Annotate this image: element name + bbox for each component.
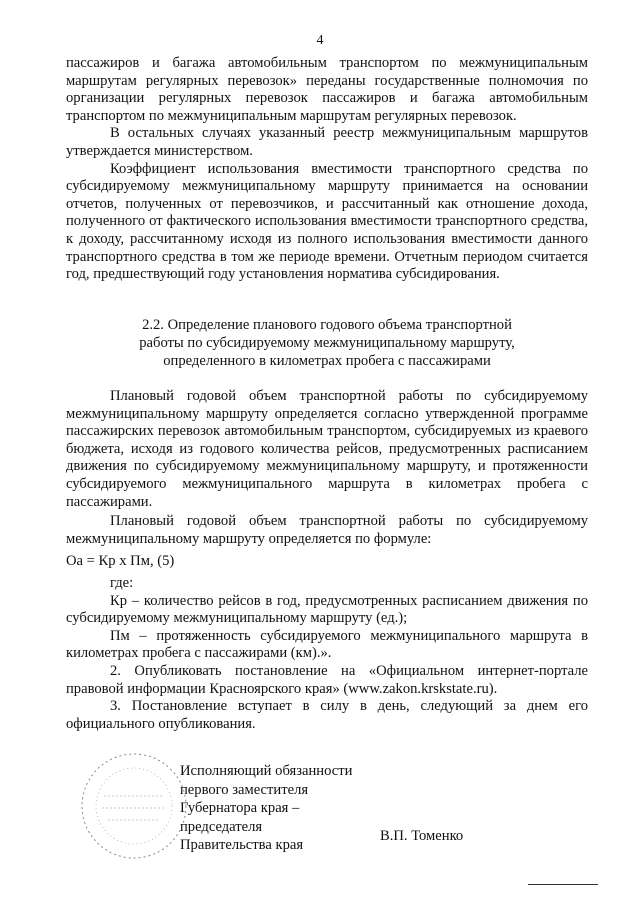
formula: Оа = Кр х Пм, (5) <box>66 553 175 570</box>
signature-title-line: Исполняющий обязанности <box>180 763 353 779</box>
definition-pm: Пм – протяженность субсидируемого межмуниципального маршрута в километрах пробега с пассажирами (км).». <box>66 627 588 662</box>
signature-title-line: Губернатора края – <box>180 800 300 817</box>
paragraph-registry: В остальных случаях указанный реестр межмуниципальным маршрутов утверждается министерством. <box>66 125 588 159</box>
item-effective: 3. Постановление вступает в силу в день, следующий за днем его официального опубликования. <box>66 698 588 732</box>
definition-kr: Кр – количество рейсов в год, предусмотренных расписанием движения по субсидируемому межмуниципальному маршруту (ед.); <box>66 592 588 627</box>
signature-title-line: первого заместителя <box>180 781 309 798</box>
item-publish: 2. Опубликовать постановление на «Официальном интернет-портале правовой информации Красноярского края» (www.zakon.krskstate.ru). <box>66 662 588 697</box>
where-label: где: <box>110 574 134 591</box>
section-heading-line: работы по субсидируемому межмуниципальному маршруту, <box>139 335 515 351</box>
section-heading-line: 2.2. Определение планового годового объема транспортной <box>142 317 512 333</box>
paragraph-formula-intro: Плановый годовой объем транспортной работы по субсидируемому межмуниципальному маршруту определяется по формуле: <box>66 513 588 547</box>
section-heading <box>66 316 588 370</box>
paragraph-plan-volume: Плановый годовой объем транспортной работы по субсидируемому межмуниципальному маршруту определяется согласно утвержденной программе пассажирских перевозок автомобильным транспортом, субсидируемых из краевого бюджета, исходя из годового количества рейсов, предусмотренных расписанием движения по субсидируемому межмуниципальному маршруту, и протяженности субсидируемого межмуниципального маршрута в километрах пробега с пассажирами. <box>66 388 588 510</box>
paragraph-continuation: пассажиров и багажа автомобильным транспортом по межмуниципальным маршрутам регулярных перевозок» переданы государственные полномочия по организации регулярных перевозок пассажиров и багажа автомобильным транспортом по межмуниципальным маршрутам регулярных перевозок. <box>66 55 588 124</box>
signature-title-line: председателя <box>180 818 263 835</box>
top-text-block <box>66 55 588 284</box>
signature-title-block <box>180 762 352 855</box>
page-number: 4 <box>316 33 324 48</box>
section-text-block <box>66 388 588 733</box>
section-heading-line: определенного в километрах пробега с пассажирами <box>163 353 491 369</box>
signature-title-line: Правительства края <box>180 837 304 854</box>
footer-rule <box>528 884 598 885</box>
signatory-name: В.П. Томенко <box>380 828 464 844</box>
official-stamp-seal <box>74 746 194 866</box>
paragraph-coefficient: Коэффициент использования вместимости транспортного средства по субсидируемому межмуниципальному маршруту принимается на основании отчетов, полученных от перевозчиков, и рассчитанный как отношение дохода, полученного от фактического использования вместимости транспортного средства, к доходу, рассчитанному исходя из полного использования вместимости данного транспортного средства в том же периоде времени. Отчетным периодом считается год, предшествующий году установления норматива субсидирования. <box>66 160 588 283</box>
